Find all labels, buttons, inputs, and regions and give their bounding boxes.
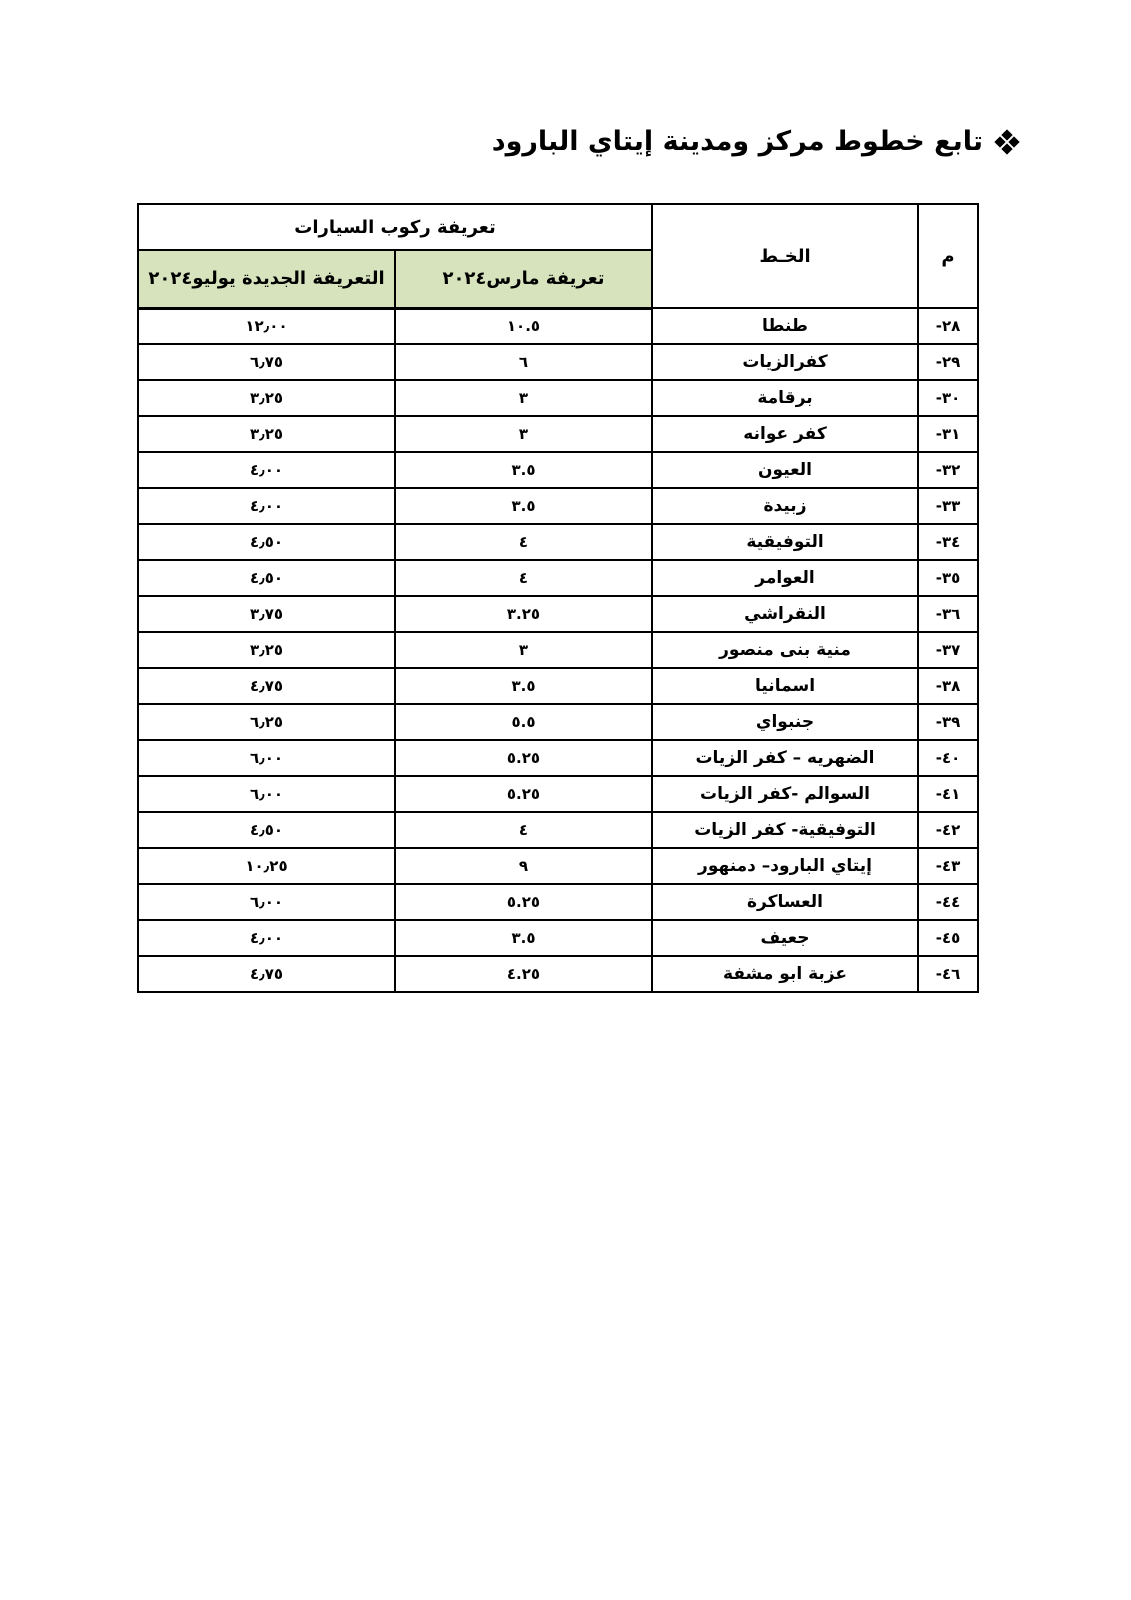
tariff-table-body	[138, 308, 978, 992]
table-row	[138, 920, 978, 956]
row-number-cell: ٢٨-	[918, 308, 978, 344]
table-row	[138, 524, 978, 560]
march-tariff-cell: ٤.٢٥	[395, 956, 652, 992]
line-name-cell: التوفيقية- كفر الزيات	[652, 812, 918, 848]
july-tariff-cell: ٦٫٠٠	[138, 776, 395, 812]
line-name-cell: برقامة	[652, 380, 918, 416]
line-name-cell: زبيدة	[652, 488, 918, 524]
march-tariff-cell: ٥.٢٥	[395, 740, 652, 776]
table-row	[138, 632, 978, 668]
july-tariff-cell: ٣٫٢٥	[138, 416, 395, 452]
header-cell-july-tariff: التعريفة الجديدة يوليو٢٠٢٤	[138, 250, 395, 308]
line-name-cell: التوفيقية	[652, 524, 918, 560]
table-row	[138, 380, 978, 416]
march-tariff-cell: ٤	[395, 812, 652, 848]
line-name-cell: إيتاي البارود– دمنهور	[652, 848, 918, 884]
row-number-cell: ٣٤-	[918, 524, 978, 560]
line-name-cell: جعيف	[652, 920, 918, 956]
table-row	[138, 488, 978, 524]
table-row	[138, 704, 978, 740]
july-tariff-cell: ٤٫٠٠	[138, 920, 395, 956]
row-number-cell: ٤١-	[918, 776, 978, 812]
line-name-cell: العوامر	[652, 560, 918, 596]
table-row	[138, 344, 978, 380]
row-number-cell: ٤٤-	[918, 884, 978, 920]
page-title-text: تابع خطوط مركز ومدينة إيتاي البارود	[491, 126, 983, 157]
row-number-cell: ٤٥-	[918, 920, 978, 956]
table-row	[138, 308, 978, 344]
line-name-cell: العساكرة	[652, 884, 918, 920]
table-row	[138, 560, 978, 596]
july-tariff-cell: ٤٫٥٠	[138, 524, 395, 560]
july-tariff-cell: ٦٫٠٠	[138, 884, 395, 920]
march-tariff-cell: ٩	[395, 848, 652, 884]
header-cell-line: الخـط	[652, 204, 918, 308]
march-tariff-cell: ٣	[395, 416, 652, 452]
line-name-cell: عزبة ابو مشفة	[652, 956, 918, 992]
table-row	[138, 416, 978, 452]
row-number-cell: ٢٩-	[918, 344, 978, 380]
july-tariff-cell: ٦٫٧٥	[138, 344, 395, 380]
table-row	[138, 596, 978, 632]
table-row	[138, 884, 978, 920]
line-name-cell: السوالم -كفر الزيات	[652, 776, 918, 812]
july-tariff-cell: ٤٫٠٠	[138, 452, 395, 488]
july-tariff-cell: ٦٫٢٥	[138, 704, 395, 740]
july-tariff-cell: ٤٫٥٠	[138, 560, 395, 596]
july-tariff-cell: ٣٫٢٥	[138, 632, 395, 668]
diamond-bullet-icon	[995, 130, 1019, 154]
line-name-cell: كفرالزيات	[652, 344, 918, 380]
line-name-cell: طنطا	[652, 308, 918, 344]
march-tariff-cell: ٣.٥	[395, 488, 652, 524]
line-name-cell: جنبواي	[652, 704, 918, 740]
july-tariff-cell: ٤٫٧٥	[138, 668, 395, 704]
july-tariff-cell: ٣٫٢٥	[138, 380, 395, 416]
row-number-cell: ٤٦-	[918, 956, 978, 992]
row-number-cell: ٣٥-	[918, 560, 978, 596]
march-tariff-cell: ٣	[395, 632, 652, 668]
row-number-cell: ٣٢-	[918, 452, 978, 488]
header-cell-number: م	[918, 204, 978, 308]
july-tariff-cell: ٤٫٧٥	[138, 956, 395, 992]
table-row	[138, 452, 978, 488]
march-tariff-cell: ٣	[395, 380, 652, 416]
march-tariff-cell: ٣.٥	[395, 668, 652, 704]
row-number-cell: ٣١-	[918, 416, 978, 452]
march-tariff-cell: ٣.٥	[395, 920, 652, 956]
line-name-cell: منية بنى منصور	[652, 632, 918, 668]
line-name-cell: النقراشي	[652, 596, 918, 632]
march-tariff-cell: ٤	[395, 560, 652, 596]
row-number-cell: ٣٨-	[918, 668, 978, 704]
row-number-cell: ٣٧-	[918, 632, 978, 668]
page-title	[492, 126, 1019, 157]
row-number-cell: ٤٠-	[918, 740, 978, 776]
line-name-cell: العيون	[652, 452, 918, 488]
march-tariff-cell: ٥.٢٥	[395, 884, 652, 920]
july-tariff-cell: ٤٫٠٠	[138, 488, 395, 524]
row-number-cell: ٤٣-	[918, 848, 978, 884]
table-row	[138, 668, 978, 704]
tariff-table	[137, 203, 979, 993]
july-tariff-cell: ٤٫٥٠	[138, 812, 395, 848]
march-tariff-cell: ٥.٢٥	[395, 776, 652, 812]
row-number-cell: ٣٣-	[918, 488, 978, 524]
row-number-cell: ٣٩-	[918, 704, 978, 740]
table-row	[138, 956, 978, 992]
july-tariff-cell: ٣٫٧٥	[138, 596, 395, 632]
table-row	[138, 848, 978, 884]
row-number-cell: ٤٢-	[918, 812, 978, 848]
header-cell-march-tariff: تعريفة مارس٢٠٢٤	[395, 250, 652, 308]
march-tariff-cell: ٣.٥	[395, 452, 652, 488]
march-tariff-cell: ٤	[395, 524, 652, 560]
line-name-cell: كفر عوانه	[652, 416, 918, 452]
july-tariff-cell: ١٠٫٢٥	[138, 848, 395, 884]
july-tariff-cell: ٦٫٠٠	[138, 740, 395, 776]
line-name-cell: اسمانيا	[652, 668, 918, 704]
line-name-cell: الضهريه – كفر الزيات	[652, 740, 918, 776]
tariff-table-header	[138, 204, 978, 308]
march-tariff-cell: ١٠.٥	[395, 308, 652, 344]
table-row	[138, 776, 978, 812]
table-row	[138, 812, 978, 848]
march-tariff-cell: ٦	[395, 344, 652, 380]
row-number-cell: ٣٦-	[918, 596, 978, 632]
header-cell-tariff-group: تعريفة ركوب السيارات	[138, 204, 652, 250]
march-tariff-cell: ٣.٢٥	[395, 596, 652, 632]
july-tariff-cell: ١٢٫٠٠	[138, 308, 395, 344]
march-tariff-cell: ٥.٥	[395, 704, 652, 740]
row-number-cell: ٣٠-	[918, 380, 978, 416]
table-row	[138, 740, 978, 776]
